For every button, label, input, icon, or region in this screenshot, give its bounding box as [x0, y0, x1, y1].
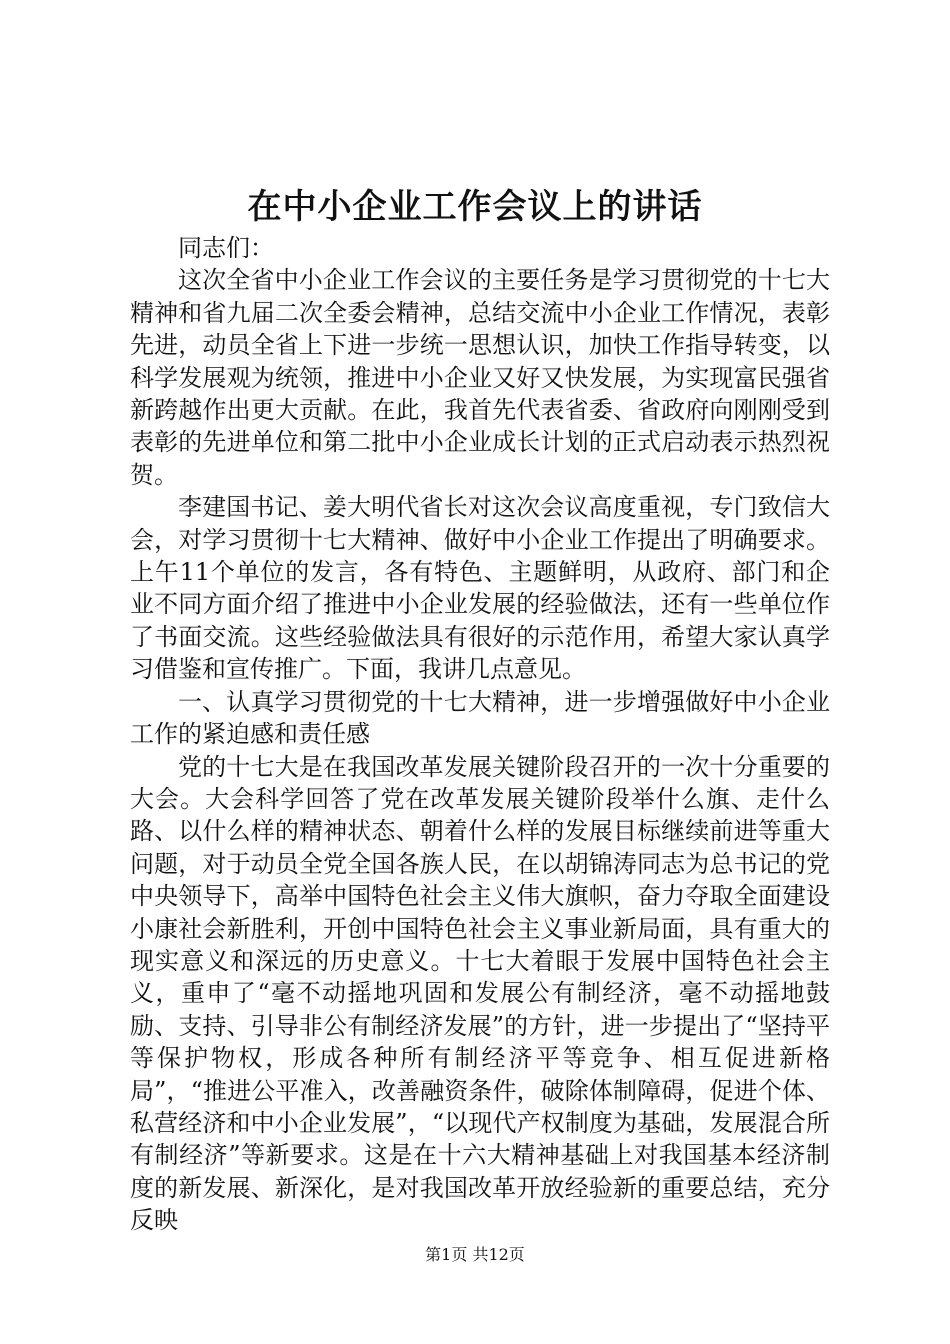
page-title: 在中小企业工作会议上的讲话: [247, 187, 703, 227]
document-body: [130, 232, 830, 1237]
paragraph: 这次全省中小企业工作会议的主要任务是学习贯彻党的十七大精神和省九届二次全委会精神，总结交流中小企业工作情况，表彰先进，动员全省上下进一步统一思想认识，加快工作指导转变，以科学发展观为统领，推进中小企业又好又快发展，为实现富民强省新跨越作出更大贡献。在此，我首先代表省委、省政府向刚刚受到表彰的先进单位和第二批中小企业成长计划的正式启动表示热烈祝贺。: [130, 266, 830, 489]
paragraph: 李建国书记、姜大明代省长对这次会议高度重视，专门致信大会，对学习贯彻十七大精神、做好中小企业工作提出了明确要求。上午11个单位的发言，各有特色、主题鲜明，从政府、部门和企业不同方面介绍了推进中小企业发展的经验做法，还有一些单位作了书面交流。这些经验做法具有很好的示范作用，希望大家认真学习借鉴和宣传推广。下面，我讲几点意见。: [130, 493, 830, 684]
salutation: 同志们：: [178, 234, 274, 262]
page-footer: 第1页 共12页: [425, 1245, 525, 1264]
paragraph: 党的十七大是在我国改革发展关键阶段召开的一次十分重要的大会。大会科学回答了党在改革发展关键阶段举什么旗、走什么路、以什么样的精神状态、朝着什么样的发展目标继续前进等重大问题，对于动员全党全国各族人民，在以胡锦涛同志为总书记的党中央领导下，高举中国特色社会主义伟大旗帜，奋力夺取全面建设小康社会新胜利，开创中国特色社会主义事业新局面，具有重大的现实意义和深远的历史意义。十七大着眼于发展中国特色社会主义，重申了“毫不动摇地巩固和发展公有制经济，毫不动摇地鼓励、支持、引导非公有制经济发展”的方针，进一步提出了“坚持平等保护物权，形成各种所有制经济平等竞争、相互促进新格局”，“推进公平准入，改善融资条件，破除体制障碍，促进个体、私营经济和中小企业发展”，“以现代产权制度为基础，发展混合所有制经济”等新要求。这是在十六大精神基础上对我国基本经济制度的新发展、新深化，是对我国改革开放经验新的重要总结，充分反映: [130, 752, 830, 1235]
section-heading: 一、认真学习贯彻党的十七大精神，进一步增强做好中小企业工作的紧迫感和责任感: [130, 687, 830, 749]
